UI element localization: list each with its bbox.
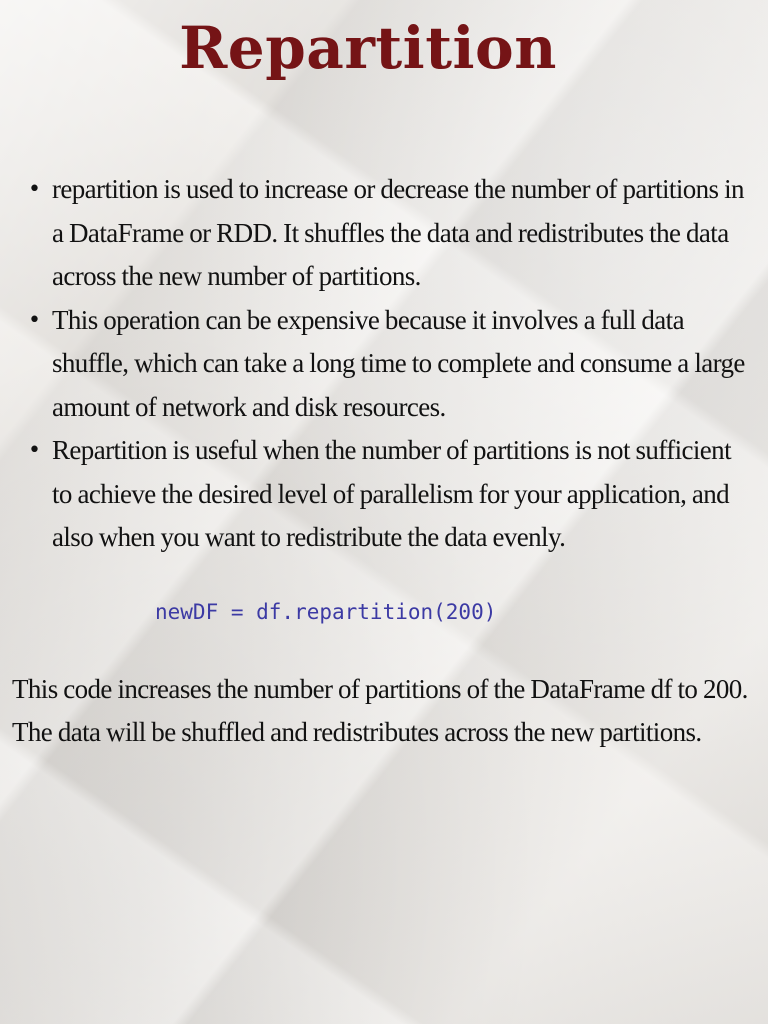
bullet-text: This operation can be expensive because it involves a full data shuffle, which can take a long time to complete and consume a large amount of network and disk resources. bbox=[52, 304, 745, 422]
bullet-item bbox=[0, 429, 768, 560]
explanation-paragraph: This code increases the number of partitions of the DataFrame df to 200. The data will be shuffled and redistributes across the new partitions. bbox=[12, 674, 748, 747]
bullet-text: repartition is used to increase or decrease the number of partitions in a DataFrame or RDD. It shuffles the data and redistributes the data across the new number of partitions. bbox=[52, 174, 744, 291]
bullet-item bbox=[0, 299, 768, 430]
bullet-dot-icon: • bbox=[28, 177, 41, 202]
page-title: Repartition bbox=[179, 14, 557, 82]
bullet-dot-icon: • bbox=[28, 438, 41, 463]
bullet-list bbox=[0, 168, 768, 560]
bullet-item bbox=[0, 168, 768, 299]
code-snippet: newDF = df.repartition(200) bbox=[155, 600, 497, 624]
bullet-dot-icon: • bbox=[28, 307, 41, 333]
bullet-text: Repartition is useful when the number of partitions is not sufficient to achieve the desired level of parallelism for your application, and also when you want to redistribute the data evenly. bbox=[52, 435, 731, 552]
